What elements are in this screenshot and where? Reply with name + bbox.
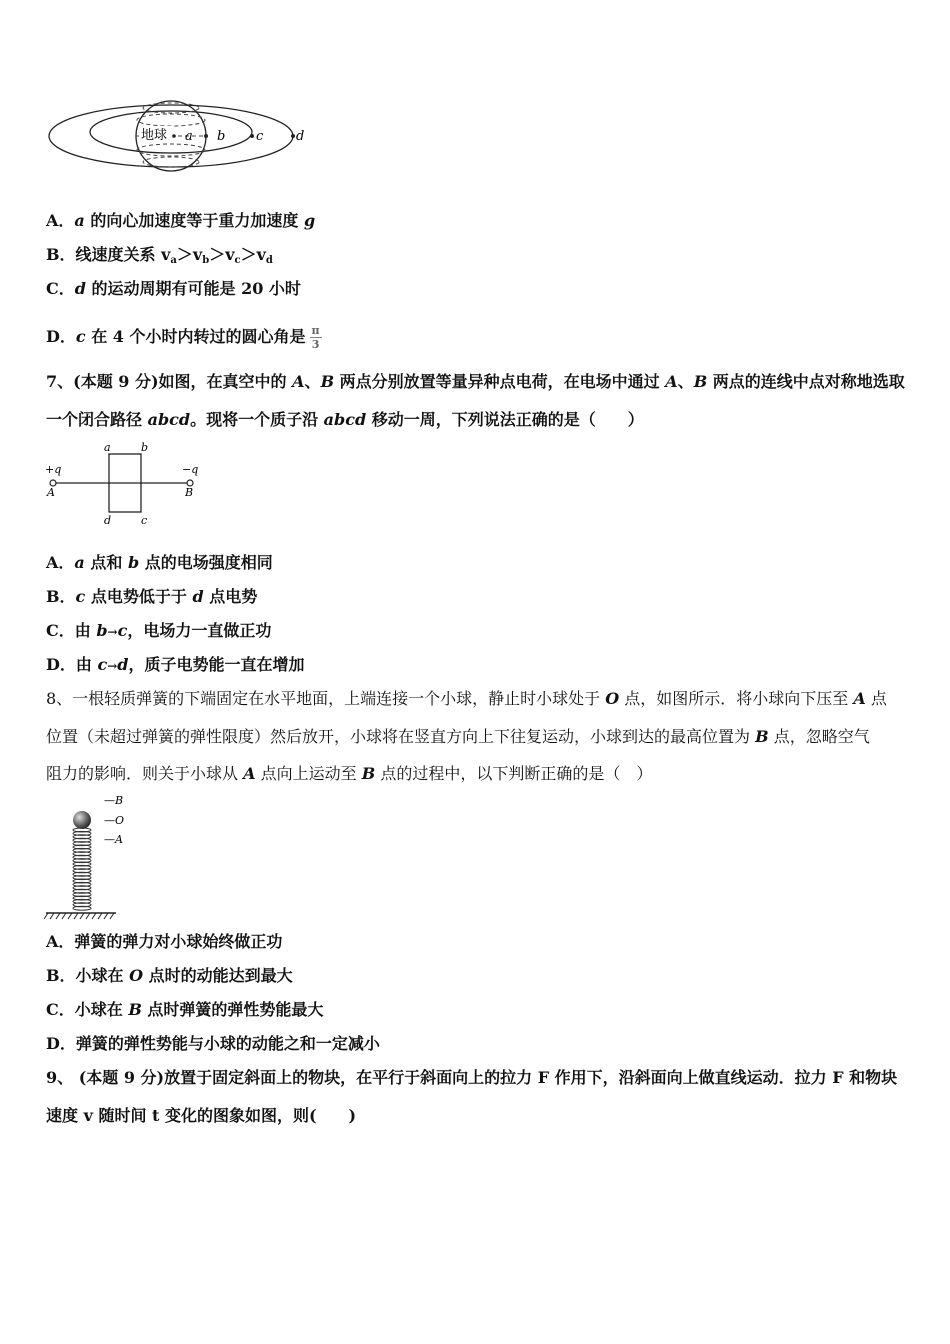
q8-stem-line2: 位置（未超过弹簧的弹性限度）然后放开，小球将在竖直方向上下往复运动，小球到达的最高位置为 B 点，忽略空气 [46,727,870,746]
q8-option-c: C．小球在 B 点时弹簧的弹性势能最大 [46,1000,324,1019]
q7-option-d: D．由 c→d，质子电势能一直在增加 [46,655,305,674]
spring-figure [44,792,154,924]
label-b: b [141,441,149,454]
q7-option-b: B．c 点电势低于于 d 点电势 [46,587,258,606]
label-a: a [104,441,111,454]
q8-option-b: B．小球在 O 点时的动能达到最大 [46,966,293,985]
earth-label: 地球 [141,128,168,143]
q8-option-a: A．弹簧的弹力对小球始终做正功 [46,932,283,951]
orbit-label-d: d [296,129,305,144]
q6-option-d: D．c 在 4 个小时内转过的圆心角是 $\frac{\pi}{3}$ [46,324,320,351]
spring-label-B: —B [104,794,124,807]
spring-label-O: —O [104,814,125,827]
q9-stem-line1: 9、 (本题 9 分)放置于固定斜面上的物块，在平行于斜面向上的拉力 F 作用下，沿斜面向上做直线运动．拉力 F 和物块 [46,1068,898,1087]
q6-option-a: A．a 的向心加速度等于重力加速度 g [46,211,316,230]
q9-stem-line2: 速度 v 随时间 t 变化的图象如图，则( ) [46,1106,357,1125]
label-minus-q: −q [182,463,199,476]
fraction-pi-over-3: $\frac{\pi}{3}$ [311,324,320,351]
q8-stem-line3: 阻力的影响．则关于小球从 A 点向上运动至 B 点的过程中，以下判断正确的是（ ） [46,764,653,783]
q7-stem-line2: 一个闭合路径 abcd。现将一个质子沿 abcd 移动一周，下列说法正确的是（ ） [46,410,644,429]
label-c: c [141,514,148,527]
q8-stem-line1: 8、一根轻质弹簧的下端固定在水平地面，上端连接一个小球，静止时小球处于 O 点，如图所示．将小球向下压至 A 点 [46,689,887,708]
orbit-figure [46,98,316,178]
label-A: A [47,486,55,499]
q6-option-b: B．线速度关系 $v_a>v_b>v_c>v_d$ [46,245,273,266]
label-B: B [185,486,194,499]
q7-stem-line1: 7、(本题 9 分)如图，在真空中的 A、B 两点分别放置等量异种点电荷，在电场中通过 A、B 两点的连线中点对称地选取 [46,372,905,391]
q8-option-d: D．弹簧的弹性势能与小球的动能之和一定减小 [46,1034,380,1053]
q7-option-a: A．a 点和 b 点的电场强度相同 [46,553,273,572]
spring-label-A: —A [104,833,123,846]
label-plus-q: +q [45,463,62,476]
q7-option-c: C．由 b→c，电场力一直做正功 [46,621,272,640]
orbit-label-b: b [217,129,226,144]
q6-option-c: C．d 的运动周期有可能是 20 小时 [46,279,301,298]
orbit-label-a: a [185,129,193,144]
label-d: d [104,514,112,527]
orbit-label-c: c [256,129,264,144]
charge-path-figure [44,440,204,530]
